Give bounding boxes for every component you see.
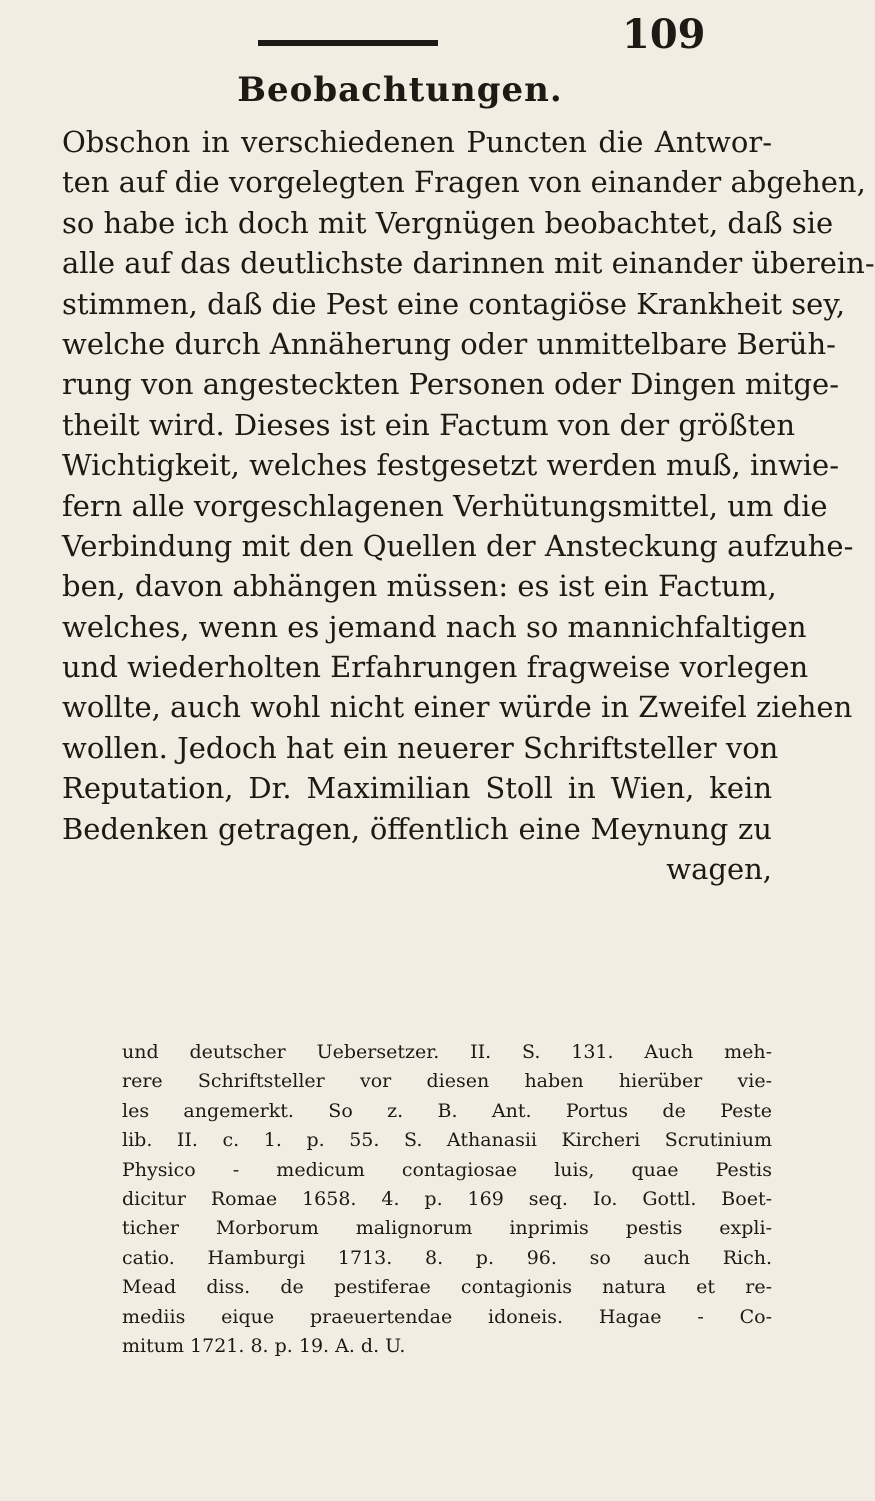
body-line: rung von angesteckten Personen oder Dingen mitge- [62,367,840,402]
page-number: 109 [622,11,706,58]
body-line: so habe ich doch mit Vergnügen beobachtet, daß sie [62,205,834,240]
body-line-catchword: wagen, [666,852,772,887]
body-line: ben, davon abhängen müssen: es ist ein Factum, [62,569,777,604]
footnote-line: lib. II. c. 1. p. 55. S. Athanasii Kircheri Scrutinium [122,1129,772,1152]
footnote-line: Mead diss. de pestiferae contagionis natura et re- [122,1276,772,1299]
body-line: Bedenken getragen, öffentlich eine Meynung zu [62,811,772,846]
body-line: alle auf das deutlichste darinnen mit einander überein- [62,246,875,281]
footnote-line: catio. Hamburgi 1713. 8. p. 96. so auch Rich. [122,1246,772,1269]
footnote-line: rere Schriftsteller vor diesen haben hierüber vie- [122,1070,772,1093]
header-rule [258,40,438,46]
body-text [62,122,875,889]
body-line: welche durch Annäherung oder unmittelbare Berüh- [62,326,836,361]
footnote-line: dicitur Romae 1658. 4. p. 169 seq. Io. Gottl. Boet- [122,1187,772,1210]
body-line: fern alle vorgeschlagenen Verhütungsmittel, um die [62,488,828,523]
body-line: theilt wird. Dieses ist ein Factum von der größten [62,407,796,442]
footnote [122,1038,772,1361]
body-line: Wichtigkeit, welches festgesetzt werden muß, inwie- [62,448,839,483]
footnote-line: ticher Morborum malignorum inprimis pestis expli- [122,1217,772,1240]
body-line: welches, wenn es jemand nach so mannichfaltigen [62,609,807,644]
body-line: stimmen, daß die Pest eine contagiöse Krankheit sey, [62,286,846,321]
body-line: Verbindung mit den Quellen der Ansteckung aufzuhe- [62,528,854,563]
footnote-line: mediis eique praeuertendae idoneis. Hagae - Co- [122,1305,772,1328]
footnote-line: Physico - medicum contagiosae luis, quae Pestis [122,1158,772,1181]
body-line: und wiederholten Erfahrungen fragweise vorlegen [62,650,809,685]
body-line: wollte, auch wohl nicht einer würde in Zweifel ziehen [62,690,853,725]
section-heading: Beobachtungen. [237,70,563,110]
footnote-line: und deutscher Uebersetzer. II. S. 131. Auch meh- [122,1041,772,1063]
body-line: wollen. Jedoch hat ein neuerer Schriftsteller von [62,730,779,765]
footnote-line: les angemerkt. So z. B. Ant. Portus de Peste [122,1099,772,1122]
body-line: ten auf die vorgelegten Fragen von einander abgehen, [62,165,866,200]
footnote-line: mitum 1721. 8. p. 19. A. d. U. [122,1334,406,1357]
body-line: Reputation, Dr. Maximilian Stoll in Wien, kein [62,771,772,806]
body-line: Obschon in verschiedenen Puncten die Antwor- [62,125,772,159]
